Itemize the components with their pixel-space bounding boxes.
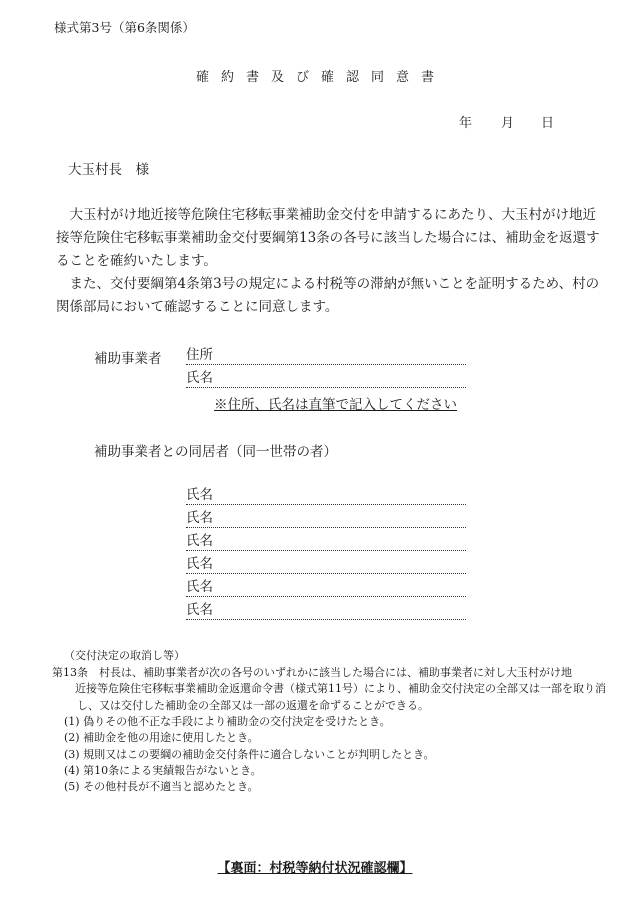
- date-day-label: 日: [541, 116, 555, 131]
- addressee: 大玉村長 様: [68, 162, 149, 178]
- article-13-text: [54, 665, 606, 714]
- name-label: 氏名: [186, 602, 213, 618]
- applicant-label: 補助事業者: [94, 351, 162, 367]
- cohabitant-name-field[interactable]: [186, 533, 466, 551]
- date-year-label: 年: [459, 116, 473, 131]
- address-label: 住所: [186, 347, 213, 363]
- article-item: (1) 偽りその他不正な手段により補助金の交付決定を受けたとき。: [64, 715, 391, 728]
- article-item: (2) 補助金を他の用途に使用したとき。: [64, 731, 259, 745]
- name-label: 氏名: [186, 370, 213, 386]
- cohabitant-name-field[interactable]: [186, 487, 466, 505]
- handwriting-note: ※住所、氏名は直筆で記入してください: [214, 397, 457, 413]
- date-month-label: 月: [501, 116, 515, 131]
- name-label: 氏名: [186, 510, 213, 526]
- applicant-name-field[interactable]: [186, 370, 466, 388]
- cohabitant-name-field[interactable]: [186, 602, 466, 620]
- cohabitant-name-field[interactable]: [186, 510, 466, 528]
- article-items: [64, 714, 435, 795]
- cohabitant-name-field[interactable]: [186, 556, 466, 574]
- article-caption: （交付決定の取消し等）: [64, 649, 185, 662]
- reverse-side-text: 【裏面：村税等納付状況確認欄】: [217, 861, 413, 876]
- name-label: 氏名: [186, 533, 213, 549]
- article-13-line1: 第13条 村長は、補助事業者が次の各号のいずれかに該当した場合には、補助事業者に対し大玉村がけ地: [52, 666, 572, 679]
- pledge-paragraph: 大玉村がけ地近接等危険住宅移転事業補助金交付を申請するにあたり、大玉村がけ地近接等危険住宅移転事業補助金交付要綱第13条の各号に該当した場合には、補助金を返還することを確約いたします。: [56, 207, 600, 269]
- name-label: 氏名: [186, 487, 213, 503]
- applicant-address-field[interactable]: [186, 347, 466, 365]
- article-item: (3) 規則又はこの要綱の補助金交付条件に適合しないことが判明したとき。: [64, 747, 435, 761]
- article-item: (4) 第10条による実績報告がないとき。: [64, 763, 262, 777]
- article-item: (5) その他村長が不適当と認めたとき。: [64, 780, 259, 794]
- form-number: 様式第3号（第6条関係）: [54, 20, 195, 35]
- name-label: 氏名: [186, 556, 213, 572]
- name-label: 氏名: [186, 579, 213, 595]
- consent-paragraph: また、交付要綱第4条第3号の規定による村税等の滞納が無いことを証明するため、村の関係部局において確認することに同意します。: [56, 276, 600, 315]
- cohabitant-name-field[interactable]: [186, 579, 466, 597]
- reverse-side-heading: [0, 857, 630, 876]
- cohabitants-label: 補助事業者との同居者（同一世帯の者）: [94, 444, 337, 460]
- document-title: 確約書及び確認同意書: [195, 70, 446, 85]
- article-13-continuation: 近接等危険住宅移転事業補助金返還命令書（様式第11号）により、補助金交付決定の全部又は一部を取り消し、又は交付した補助金の全部又は一部の返還を命ずることができる。: [75, 682, 606, 712]
